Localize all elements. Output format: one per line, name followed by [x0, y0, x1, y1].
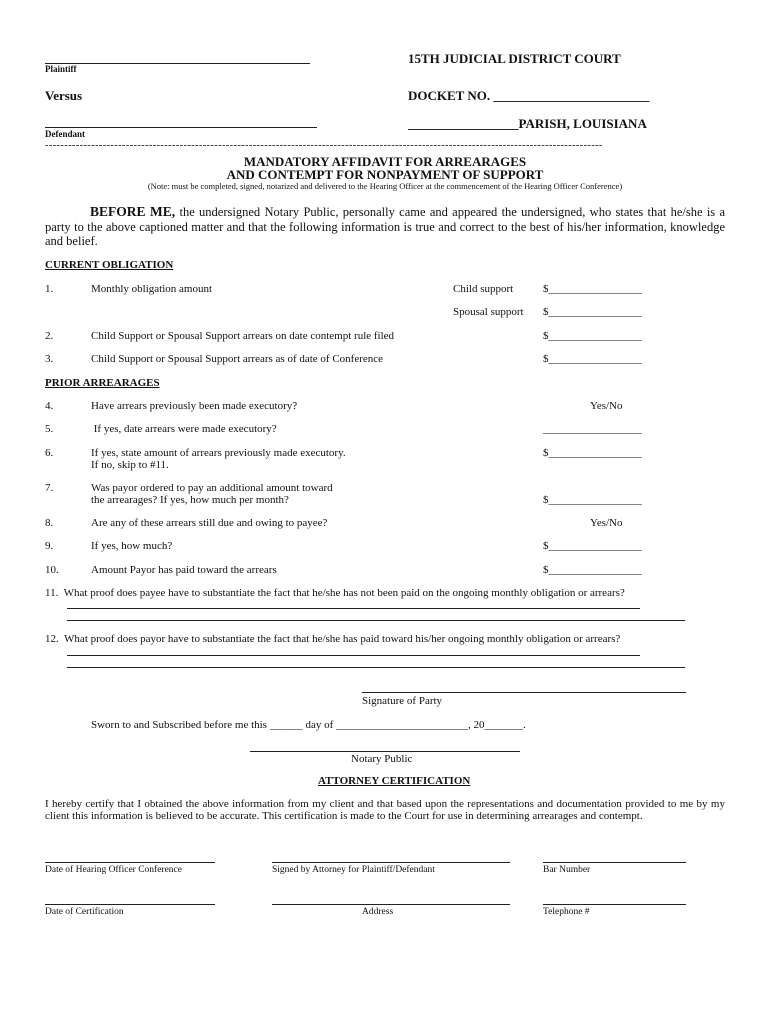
attorney-signature-line[interactable] [272, 862, 510, 863]
attorney-certification-heading: ATTORNEY CERTIFICATION [318, 775, 471, 787]
item-4-num: 4. [45, 400, 54, 412]
title-note: (Note: must be completed, signed, notarized and delivered to the Hearing Officer at the commencement of the Hearing Officer Conference) [147, 181, 623, 191]
notary-label: Notary Public [351, 753, 413, 765]
item-10-num: 10. [45, 564, 59, 576]
child-support-field[interactable]: $_________________ [543, 283, 642, 295]
item-10-field[interactable]: $_________________ [543, 564, 642, 576]
item-9-text: If yes, how much? [91, 540, 173, 552]
party-signature-line[interactable] [362, 692, 686, 693]
certification-date-label: Date of Certification [45, 907, 124, 917]
item-5-text: If yes, date arrears were made executory? [91, 423, 277, 435]
attorney-signature-label: Signed by Attorney for Plaintiff/Defendant [272, 865, 435, 875]
plaintiff-label: Plaintiff [45, 64, 77, 74]
answer-12-line-1[interactable] [67, 655, 640, 656]
title-line-2: AND CONTEMPT FOR NONPAYMENT OF SUPPORT [226, 167, 544, 182]
item-2-text: Child Support or Spousal Support arrears on date contempt rule filed [91, 330, 395, 342]
party-signature-label: Signature of Party [362, 695, 443, 707]
hearing-date-label: Date of Hearing Officer Conference [45, 865, 182, 875]
item-9-field[interactable]: $_________________ [543, 540, 642, 552]
item-10-text: Amount Payor has paid toward the arrears [91, 564, 277, 576]
item-7-text-2: the arrearages? If yes, how much per month? [91, 494, 289, 506]
defendant-label: Defendant [45, 129, 85, 139]
answer-11-line-2[interactable] [67, 620, 685, 621]
question-12: 12. What proof does payor have to substantiate the fact that he/she has paid toward his/her ongoing monthly obligation or arrears? [45, 633, 621, 645]
item-3-text: Child Support or Spousal Support arrears as of date of Conference [91, 353, 384, 365]
child-support-label: Child support [453, 283, 514, 295]
item-2-num: 2. [45, 330, 54, 342]
item-9-num: 9. [45, 540, 54, 552]
item-7-num: 7. [45, 482, 54, 494]
spousal-support-field[interactable]: $_________________ [543, 306, 642, 318]
docket-number[interactable]: DOCKET NO. ________________________ [408, 88, 650, 103]
prior-arrearages-heading: PRIOR ARREARAGES [45, 377, 160, 389]
defendant-line[interactable] [45, 127, 317, 128]
item-6-field[interactable]: $_________________ [543, 447, 642, 459]
answer-11-line-1[interactable] [67, 608, 640, 609]
item-2-field[interactable]: $_________________ [543, 330, 642, 342]
certification-date-line[interactable] [45, 904, 215, 905]
title-line-1: MANDATORY AFFIDAVIT FOR ARREARAGES [243, 154, 527, 169]
spousal-support-label: Spousal support [453, 306, 524, 318]
item-5-num: 5. [45, 423, 54, 435]
bar-number-label: Bar Number [543, 865, 591, 875]
sworn-statement[interactable]: Sworn to and Subscribed before me this ______ day of ________________________, 20_______. [91, 719, 526, 731]
item-4-text: Have arrears previously been made executory? [91, 400, 298, 412]
item-5-field[interactable]: __________________ [543, 423, 642, 435]
item-3-field[interactable]: $_________________ [543, 353, 642, 365]
item-6-text-2: If no, skip to #11. [91, 459, 169, 471]
current-obligation-heading: CURRENT OBLIGATION [45, 259, 174, 271]
plaintiff-line[interactable] [45, 63, 310, 64]
hearing-date-line[interactable] [45, 862, 215, 863]
item-1-num: 1. [45, 283, 54, 295]
telephone-line[interactable] [543, 904, 686, 905]
notary-signature-line[interactable] [250, 751, 520, 752]
item-8-text: Are any of these arrears still due and owing to payee? [91, 517, 328, 529]
item-7-field[interactable]: $_________________ [543, 494, 642, 506]
item-6-num: 6. [45, 447, 54, 459]
court-name: 15TH JUDICIAL DISTRICT COURT [408, 51, 621, 66]
item-8-num: 8. [45, 517, 54, 529]
attorney-certification-text: I hereby certify that I obtained the above information from my client and that based upon the representations and documentation provided to me by my client this information is believed to be accurate. This certification is made to the Court for use in determining arrearages and contempt. [45, 798, 725, 822]
intro-text: the undersigned Notary Public, personally came and appeared the undersigned, who states that he/she is a party to the above captioned matter and that the following information is true and correct to the best of his/her information, knowledge and belief. [45, 205, 725, 248]
intro-paragraph [45, 205, 725, 249]
item-4-yes-no[interactable]: Yes/No [590, 400, 623, 412]
versus-label: Versus [45, 88, 83, 103]
parish-field[interactable]: _________________PARISH, LOUISIANA [408, 116, 647, 131]
question-11: 11. What proof does payee have to substantiate the fact that he/she has not been paid on the ongoing monthly obligation or arrears? [45, 587, 625, 599]
item-7-text: Was payor ordered to pay an additional amount toward [91, 482, 333, 494]
address-label: Address [362, 907, 394, 917]
dashed-separator: ------------------------------------------------------------------------------------------------------------------------------------------------- [45, 140, 603, 151]
item-3-num: 3. [45, 353, 54, 365]
item-1-text: Monthly obligation amount [91, 283, 212, 295]
item-6-text: If yes, state amount of arrears previously made executory. [91, 447, 346, 459]
answer-12-line-2[interactable] [67, 667, 685, 668]
address-line[interactable] [272, 904, 510, 905]
telephone-label: Telephone # [543, 907, 590, 917]
bar-number-line[interactable] [543, 862, 686, 863]
intro-lead: BEFORE ME, [90, 204, 176, 219]
item-8-yes-no[interactable]: Yes/No [590, 517, 623, 529]
